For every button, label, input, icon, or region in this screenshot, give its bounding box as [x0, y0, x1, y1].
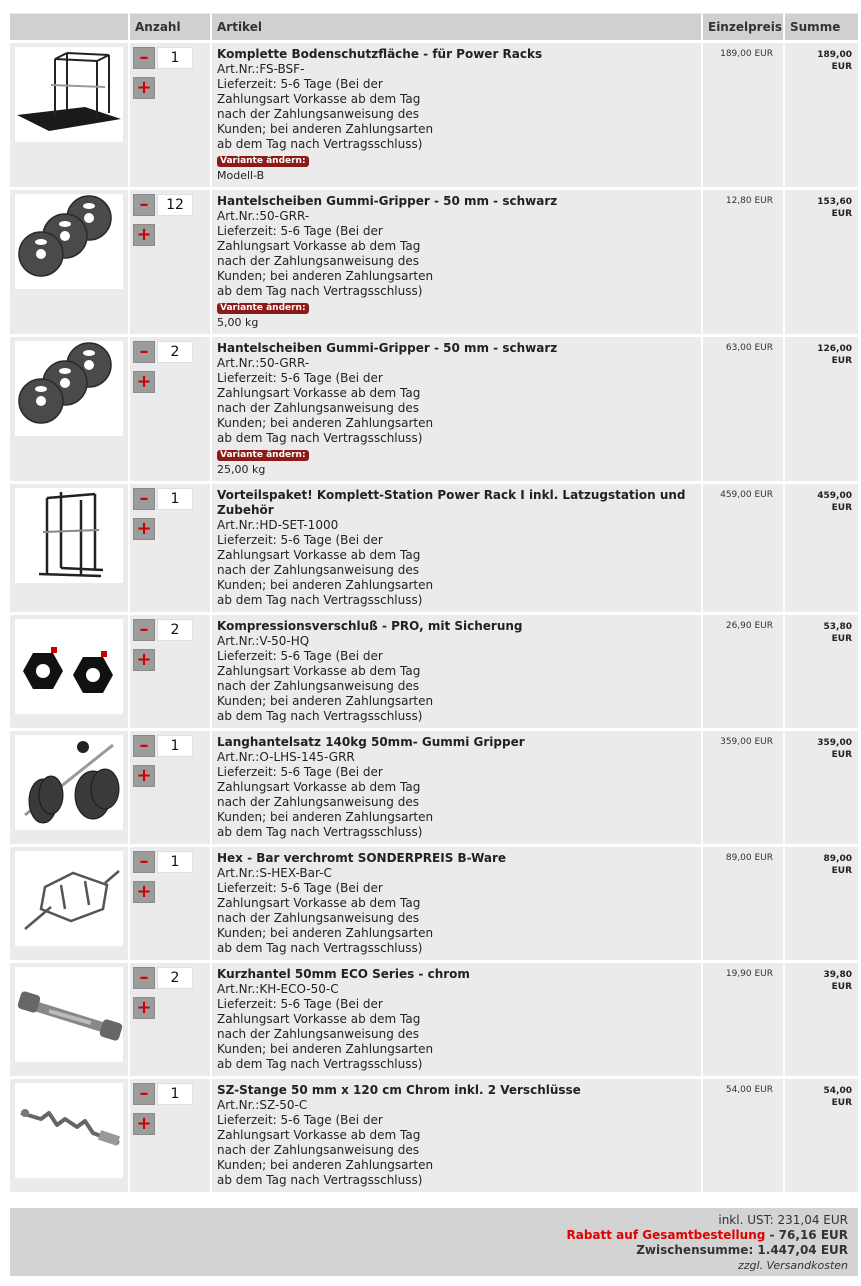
quantity-input[interactable] — [157, 619, 193, 641]
row-sum-value: 39,80 — [823, 970, 852, 980]
row-sum-value: 459,00 — [817, 491, 852, 501]
decrease-qty-button[interactable] — [133, 341, 155, 363]
cart-totals — [10, 1208, 858, 1276]
header-qty: Anzahl — [130, 13, 212, 40]
product-name[interactable]: Kurzhantel 50mm ECO Series - chrom — [217, 967, 470, 981]
cart-row-4 — [10, 481, 858, 612]
variant-value: 25,00 kg — [217, 463, 266, 476]
cell-qty — [130, 334, 212, 481]
product-name[interactable]: Langhantelsatz 140kg 50mm- Gummi Gripper — [217, 735, 525, 749]
row-sum-value: 359,00 — [817, 738, 852, 748]
minus-icon: – — [139, 619, 149, 640]
decrease-qty-button[interactable] — [133, 488, 155, 510]
increase-qty-button[interactable] — [133, 77, 155, 99]
delivery-time: Lieferzeit: 5-6 Tage (Bei der Zahlungsart Vorkasse ab dem Tag nach der Zahlungsanweisung des Kunden; bei anderen Zahlungsarten ab dem Tag nach Vertragsschluss) — [217, 1113, 434, 1187]
cell-image — [10, 481, 130, 612]
delivery-time: Lieferzeit: 5-6 Tage (Bei der Zahlungsart Vorkasse ab dem Tag nach der Zahlungsanweisung des Kunden; bei anderen Zahlungsarten ab dem Tag nach Vertragsschluss) — [217, 881, 434, 955]
row-sum-currency: EUR — [831, 356, 852, 366]
minus-icon: – — [139, 341, 149, 362]
delivery-time: Lieferzeit: 5-6 Tage (Bei der Zahlungsart Vorkasse ab dem Tag nach der Zahlungsanweisung des Kunden; bei anderen Zahlungsarten ab dem Tag nach Vertragsschluss) — [217, 371, 434, 445]
row-sum-value: 89,00 — [823, 854, 852, 864]
delivery-time: Lieferzeit: 5-6 Tage (Bei der Zahlungsart Vorkasse ab dem Tag nach der Zahlungsanweisung des Kunden; bei anderen Zahlungsarten ab dem Tag nach Vertragsschluss) — [217, 533, 434, 607]
row-sum-currency: EUR — [831, 750, 852, 760]
delivery-time: Lieferzeit: 5-6 Tage (Bei der Zahlungsart Vorkasse ab dem Tag nach der Zahlungsanweisung des Kunden; bei anderen Zahlungsarten ab dem Tag nach Vertragsschluss) — [217, 77, 434, 151]
product-name[interactable]: SZ-Stange 50 mm x 120 cm Chrom inkl. 2 Verschlüsse — [217, 1083, 581, 1097]
cell-qty — [130, 612, 212, 728]
cell-qty — [130, 960, 212, 1076]
row-sum-currency: EUR — [831, 62, 852, 72]
art-nr-label: Art.Nr.: — [217, 209, 260, 223]
art-nr-value: KH-ECO-50-C — [259, 982, 339, 996]
cell-article — [212, 334, 703, 481]
plus-icon: + — [136, 1113, 152, 1134]
cart-row-6 — [10, 728, 858, 844]
cart-row-1 — [10, 40, 858, 187]
cart-row-5 — [10, 612, 858, 728]
header-unit-price: Einzelpreis — [703, 13, 785, 40]
unit-price: 89,00 EUR — [703, 844, 785, 960]
header-sum: Summe — [785, 13, 858, 40]
decrease-qty-button[interactable] — [133, 47, 155, 69]
row-sum-currency: EUR — [831, 503, 852, 513]
plus-icon: + — [136, 77, 152, 98]
collar-image[interactable] — [15, 619, 123, 714]
decrease-qty-button[interactable] — [133, 619, 155, 641]
art-nr-label: Art.Nr.: — [217, 518, 260, 532]
unit-price: 189,00 EUR — [703, 40, 785, 187]
unit-price: 54,00 EUR — [703, 1076, 785, 1192]
subtotal-line: Zwischensumme: 1.447,04 EUR — [636, 1243, 848, 1257]
product-name[interactable]: Hantelscheiben Gummi-Gripper - 50 mm - schwarz — [217, 341, 558, 355]
minus-icon: – — [139, 488, 149, 509]
cell-image — [10, 187, 130, 334]
art-nr-value: FS-BSF- — [259, 62, 305, 76]
product-name[interactable]: Hantelscheiben Gummi-Gripper - 50 mm - schwarz — [217, 194, 558, 208]
cell-article — [212, 612, 703, 728]
row-sum — [785, 728, 858, 844]
weight-plates-image[interactable] — [15, 341, 123, 436]
header-image — [10, 13, 130, 40]
row-sum-value: 189,00 — [817, 50, 852, 60]
change-variant-button[interactable]: Variante ändern: — [217, 303, 309, 314]
cell-image — [10, 728, 130, 844]
barbell-set-image[interactable] — [15, 735, 123, 830]
cell-qty — [130, 187, 212, 334]
row-sum-currency: EUR — [831, 866, 852, 876]
delivery-time: Lieferzeit: 5-6 Tage (Bei der Zahlungsart Vorkasse ab dem Tag nach der Zahlungsanweisung des Kunden; bei anderen Zahlungsarten ab dem Tag nach Vertragsschluss) — [217, 997, 434, 1071]
vat-line: inkl. UST: 231,04 EUR — [718, 1213, 848, 1227]
cart-table — [10, 13, 858, 1192]
row-sum — [785, 334, 858, 481]
discount-line — [10, 1228, 848, 1243]
cell-article — [212, 960, 703, 1076]
row-sum — [785, 960, 858, 1076]
row-sum-value: 153,60 — [817, 197, 852, 207]
quantity-input[interactable] — [157, 735, 193, 757]
cell-image — [10, 844, 130, 960]
discount-value: - 76,16 EUR — [765, 1228, 848, 1242]
art-nr-label: Art.Nr.: — [217, 634, 260, 648]
product-name[interactable]: Hex - Bar verchromt SONDERPREIS B-Ware — [217, 851, 507, 865]
quantity-input[interactable] — [157, 488, 193, 510]
row-sum — [785, 612, 858, 728]
row-sum — [785, 1076, 858, 1192]
row-sum — [785, 40, 858, 187]
increase-qty-button[interactable] — [133, 649, 155, 671]
row-sum-currency: EUR — [831, 982, 852, 992]
variant-value: Modell-B — [217, 169, 265, 182]
plus-icon: + — [136, 224, 152, 245]
cart-row-2 — [10, 187, 858, 334]
cell-qty — [130, 728, 212, 844]
increase-qty-button[interactable] — [133, 518, 155, 540]
delivery-time: Lieferzeit: 5-6 Tage (Bei der Zahlungsart Vorkasse ab dem Tag nach der Zahlungsanweisung des Kunden; bei anderen Zahlungsarten ab dem Tag nach Vertragsschluss) — [217, 765, 434, 839]
product-name[interactable]: Vorteilspaket! Komplett-Station Power Rack I inkl. Latzugstation und Zubehör — [217, 488, 686, 517]
minus-icon: – — [139, 1083, 149, 1104]
art-nr-value: V-50-HQ — [259, 634, 310, 648]
discount-label: Rabatt auf Gesamtbestellung — [566, 1228, 766, 1242]
plus-icon: + — [136, 881, 152, 902]
cell-image — [10, 40, 130, 187]
cell-image — [10, 334, 130, 481]
unit-price: 359,00 EUR — [703, 728, 785, 844]
cell-article — [212, 728, 703, 844]
hex-bar-image[interactable] — [15, 851, 123, 946]
cell-article — [212, 40, 703, 187]
cell-image — [10, 612, 130, 728]
cell-article — [212, 1076, 703, 1192]
art-nr-label: Art.Nr.: — [217, 866, 260, 880]
art-nr-value: SZ-50-C — [259, 1098, 308, 1112]
art-nr-label: Art.Nr.: — [217, 1098, 260, 1112]
art-nr-label: Art.Nr.: — [217, 750, 260, 764]
art-nr-value: O-LHS-145-GRR — [259, 750, 355, 764]
power-rack-image[interactable] — [15, 488, 123, 583]
product-name[interactable]: Komplette Bodenschutzfläche - für Power Racks — [217, 47, 543, 61]
plus-icon: + — [136, 765, 152, 786]
delivery-time: Lieferzeit: 5-6 Tage (Bei der Zahlungsart Vorkasse ab dem Tag nach der Zahlungsanweisung des Kunden; bei anderen Zahlungsarten ab dem Tag nach Vertragsschluss) — [217, 224, 434, 298]
decrease-qty-button[interactable] — [133, 967, 155, 989]
minus-icon: – — [139, 47, 149, 68]
art-nr-label: Art.Nr.: — [217, 356, 260, 370]
quantity-input[interactable] — [157, 967, 193, 989]
cell-article — [212, 187, 703, 334]
shipping-note: zzgl. Versandkosten — [737, 1259, 848, 1272]
cell-article — [212, 481, 703, 612]
increase-qty-button[interactable] — [133, 881, 155, 903]
increase-qty-button[interactable] — [133, 997, 155, 1019]
plus-icon: + — [136, 371, 152, 392]
row-sum-value: 126,00 — [817, 344, 852, 354]
change-variant-button[interactable]: Variante ändern: — [217, 156, 309, 167]
plus-icon: + — [136, 997, 152, 1018]
quantity-input[interactable] — [157, 194, 193, 216]
row-sum-value: 53,80 — [823, 622, 852, 632]
decrease-qty-button[interactable] — [133, 1083, 155, 1105]
cell-article — [212, 844, 703, 960]
increase-qty-button[interactable] — [133, 1113, 155, 1135]
cell-image — [10, 960, 130, 1076]
ez-bar-image[interactable] — [15, 1083, 123, 1178]
quantity-input[interactable] — [157, 851, 193, 873]
art-nr-value: 50-GRR- — [259, 356, 310, 370]
unit-price: 12,80 EUR — [703, 187, 785, 334]
minus-icon: – — [139, 967, 149, 988]
unit-price: 459,00 EUR — [703, 481, 785, 612]
delivery-time: Lieferzeit: 5-6 Tage (Bei der Zahlungsart Vorkasse ab dem Tag nach der Zahlungsanweisung des Kunden; bei anderen Zahlungsarten ab dem Tag nach Vertragsschluss) — [217, 649, 434, 723]
decrease-qty-button[interactable] — [133, 735, 155, 757]
cart-row-7 — [10, 844, 858, 960]
increase-qty-button[interactable] — [133, 371, 155, 393]
plus-icon: + — [136, 518, 152, 539]
header-article: Artikel — [212, 13, 703, 40]
cell-qty — [130, 1076, 212, 1192]
cell-qty — [130, 844, 212, 960]
unit-price: 26,90 EUR — [703, 612, 785, 728]
increase-qty-button[interactable] — [133, 765, 155, 787]
decrease-qty-button[interactable] — [133, 194, 155, 216]
weight-plates-image[interactable] — [15, 194, 123, 289]
power-rack-floor-image[interactable] — [15, 47, 123, 142]
row-sum — [785, 481, 858, 612]
product-name[interactable]: Kompressionsverschluß - PRO, mit Sicherung — [217, 619, 523, 633]
quantity-input[interactable] — [157, 341, 193, 363]
cell-qty — [130, 481, 212, 612]
increase-qty-button[interactable] — [133, 224, 155, 246]
unit-price: 63,00 EUR — [703, 334, 785, 481]
short-bar-image[interactable] — [15, 967, 123, 1062]
row-sum — [785, 844, 858, 960]
row-sum-currency: EUR — [831, 209, 852, 219]
change-variant-button[interactable]: Variante ändern: — [217, 450, 309, 461]
minus-icon: – — [139, 851, 149, 872]
row-sum-value: 54,00 — [823, 1086, 852, 1096]
variant-value: 5,00 kg — [217, 316, 259, 329]
cart-row-9 — [10, 1076, 858, 1192]
art-nr-value: S-HEX-Bar-C — [259, 866, 332, 880]
cart-row-3 — [10, 334, 858, 481]
cell-qty — [130, 40, 212, 187]
row-sum-currency: EUR — [831, 1098, 852, 1108]
row-sum-currency: EUR — [831, 634, 852, 644]
art-nr-label: Art.Nr.: — [217, 62, 260, 76]
art-nr-value: 50-GRR- — [259, 209, 310, 223]
art-nr-value: HD-SET-1000 — [259, 518, 339, 532]
row-sum — [785, 187, 858, 334]
unit-price: 19,90 EUR — [703, 960, 785, 1076]
quantity-input[interactable] — [157, 1083, 193, 1105]
cart-header-row — [10, 13, 858, 40]
plus-icon: + — [136, 649, 152, 670]
quantity-input[interactable] — [157, 47, 193, 69]
art-nr-label: Art.Nr.: — [217, 982, 260, 996]
minus-icon: – — [139, 735, 149, 756]
decrease-qty-button[interactable] — [133, 851, 155, 873]
cell-image — [10, 1076, 130, 1192]
cart-row-8 — [10, 960, 858, 1076]
minus-icon: – — [139, 194, 149, 215]
